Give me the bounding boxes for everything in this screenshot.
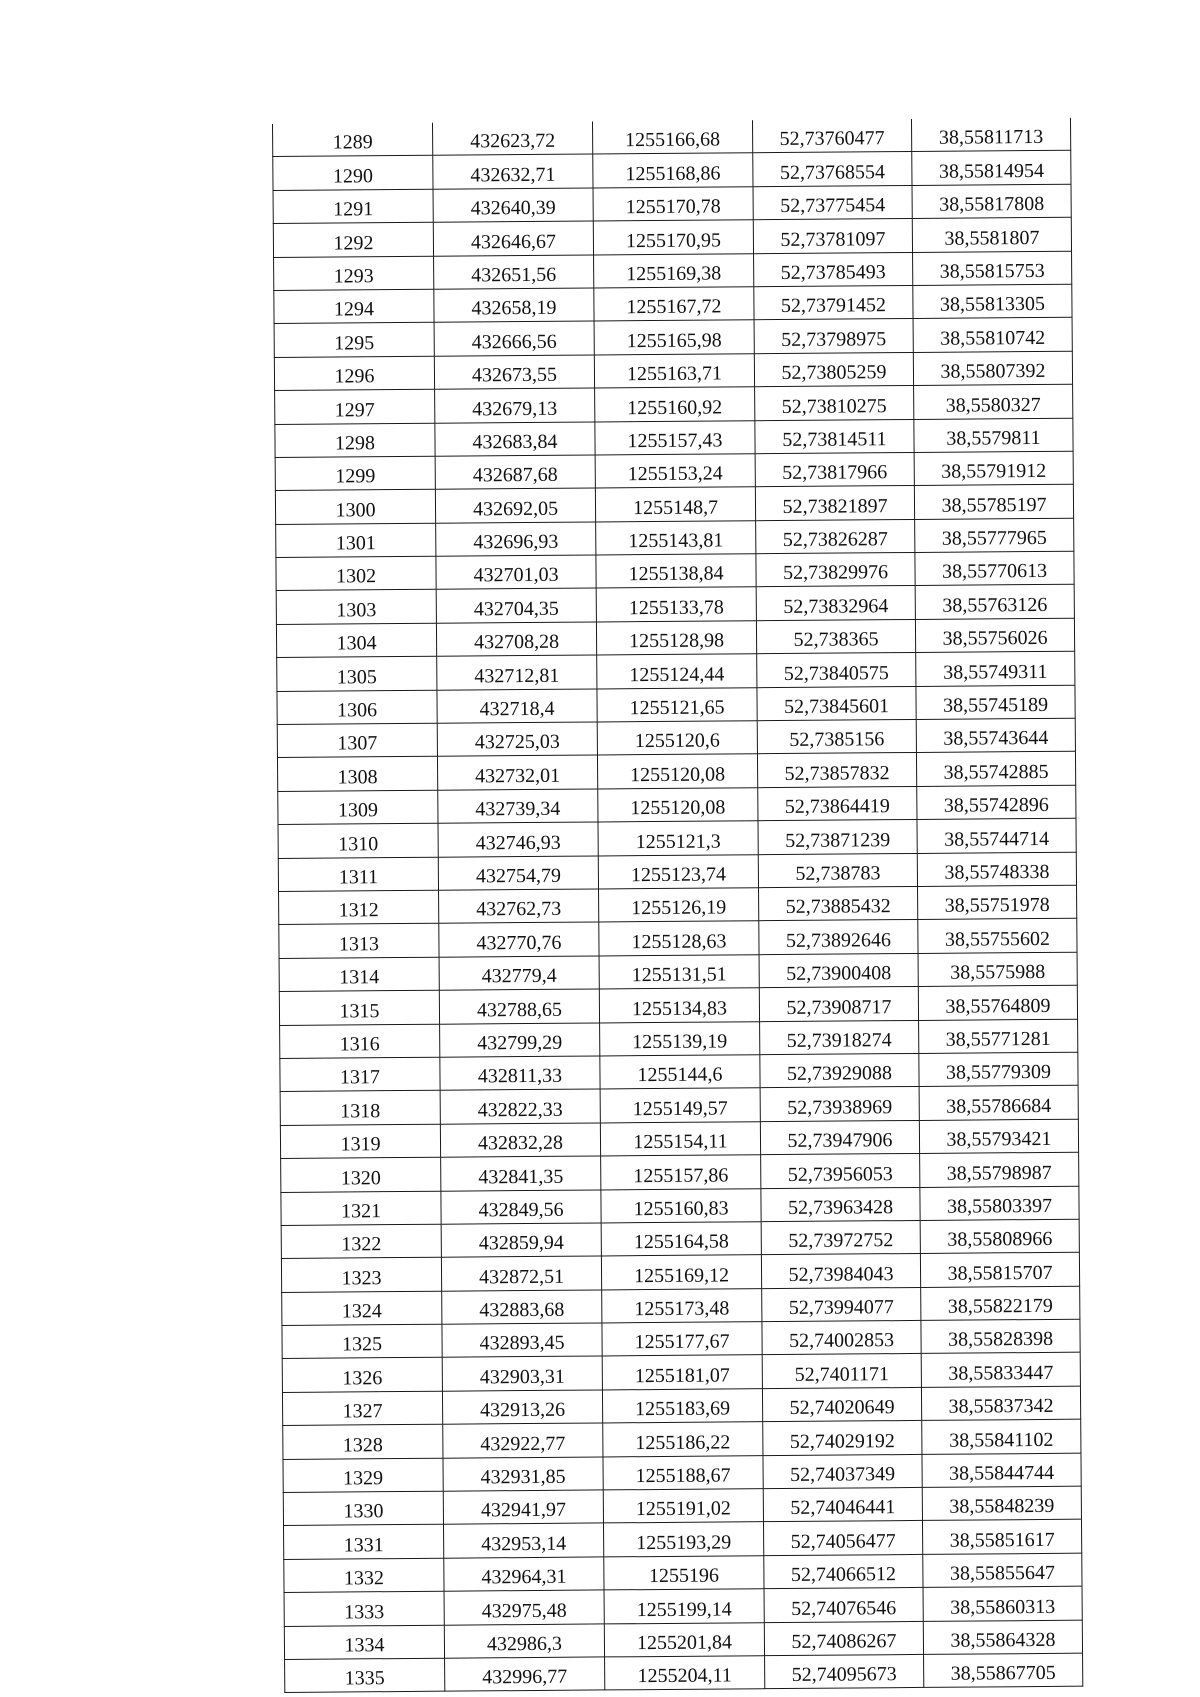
latitude-cell: 52,73798975	[754, 319, 913, 354]
y-coordinate-cell: 1255169,38	[594, 253, 754, 288]
coordinates-table	[272, 118, 1083, 1694]
latitude-cell: 52,73821897	[755, 486, 914, 521]
longitude-cell: 38,55851617	[922, 1520, 1081, 1555]
latitude-cell: 52,73781097	[753, 219, 912, 254]
point-number-cell: 1313	[279, 924, 439, 959]
latitude-cell: 52,74076546	[764, 1588, 923, 1623]
latitude-cell: 52,74029192	[763, 1421, 922, 1456]
latitude-cell: 52,73963428	[761, 1187, 920, 1222]
x-coordinate-cell: 432651,56	[434, 255, 594, 290]
y-coordinate-cell: 1255196	[604, 1555, 764, 1590]
point-number-cell: 1290	[273, 156, 433, 191]
longitude-cell: 38,55828398	[921, 1319, 1080, 1354]
point-number-cell: 1296	[274, 356, 434, 391]
point-number-cell: 1328	[283, 1424, 443, 1459]
point-number-cell: 1307	[277, 723, 437, 758]
x-coordinate-cell: 432788,65	[439, 989, 599, 1024]
y-coordinate-cell: 1255131,51	[599, 954, 759, 989]
longitude-cell: 38,55864328	[923, 1620, 1082, 1655]
latitude-cell: 52,73871239	[758, 820, 917, 855]
point-number-cell: 1304	[276, 623, 436, 658]
x-coordinate-cell: 432931,85	[443, 1457, 603, 1492]
x-coordinate-cell: 432739,34	[438, 789, 598, 824]
longitude-cell: 38,55771281	[919, 1019, 1078, 1054]
y-coordinate-cell: 1255170,95	[593, 220, 753, 255]
x-coordinate-cell: 432725,03	[437, 722, 597, 757]
y-coordinate-cell: 1255123,74	[598, 854, 758, 889]
x-coordinate-cell: 432683,84	[435, 421, 595, 456]
longitude-cell: 38,55833447	[921, 1353, 1080, 1388]
x-coordinate-cell: 432883,68	[442, 1290, 602, 1325]
longitude-cell: 38,55848239	[922, 1486, 1081, 1521]
latitude-cell: 52,73900408	[759, 953, 918, 988]
x-coordinate-cell: 432986,3	[444, 1624, 604, 1659]
latitude-cell: 52,738783	[758, 853, 917, 888]
latitude-cell: 52,73805259	[754, 352, 913, 387]
latitude-cell: 52,73826287	[756, 519, 915, 554]
y-coordinate-cell: 1255167,72	[594, 287, 754, 322]
longitude-cell: 38,55751978	[918, 885, 1077, 920]
point-number-cell: 1309	[278, 790, 438, 825]
latitude-cell: 52,74086267	[764, 1621, 923, 1656]
y-coordinate-cell: 1255188,67	[603, 1455, 763, 1490]
longitude-cell: 38,55749311	[916, 651, 1075, 686]
y-coordinate-cell: 1255160,83	[601, 1188, 761, 1223]
latitude-cell: 52,73972752	[761, 1220, 920, 1255]
point-number-cell: 1289	[272, 123, 432, 157]
x-coordinate-cell: 432673,55	[434, 355, 594, 390]
latitude-cell: 52,73845601	[757, 686, 916, 721]
x-coordinate-cell: 432811,33	[440, 1056, 600, 1091]
x-coordinate-cell: 432708,28	[436, 622, 596, 657]
latitude-cell: 52,73840575	[757, 653, 916, 688]
longitude-cell: 38,55837342	[921, 1386, 1080, 1421]
y-coordinate-cell: 1255193,29	[604, 1522, 764, 1557]
x-coordinate-cell: 432799,29	[440, 1023, 600, 1058]
longitude-cell: 38,55779309	[919, 1052, 1078, 1087]
latitude-cell: 52,74056477	[763, 1521, 922, 1556]
longitude-cell: 38,55811713	[911, 118, 1070, 152]
y-coordinate-cell: 1255201,84	[604, 1622, 764, 1657]
latitude-cell: 52,73984043	[761, 1254, 920, 1289]
longitude-cell: 38,55756026	[915, 618, 1074, 653]
x-coordinate-cell: 432658,19	[434, 288, 594, 323]
point-number-cell: 1291	[273, 189, 433, 224]
point-number-cell: 1300	[275, 490, 435, 525]
x-coordinate-cell: 432832,28	[440, 1123, 600, 1158]
point-number-cell: 1295	[274, 323, 434, 358]
y-coordinate-cell: 1255166,68	[592, 120, 752, 154]
point-number-cell: 1311	[278, 857, 438, 892]
latitude-cell: 52,73929088	[760, 1053, 919, 1088]
point-number-cell: 1331	[284, 1525, 444, 1560]
point-number-cell: 1306	[277, 690, 437, 725]
longitude-cell: 38,55814954	[912, 151, 1071, 186]
point-number-cell: 1319	[280, 1124, 440, 1159]
point-number-cell: 1312	[279, 890, 439, 925]
x-coordinate-cell: 432666,56	[434, 321, 594, 356]
x-coordinate-cell: 432718,4	[437, 689, 597, 724]
point-number-cell: 1334	[284, 1625, 444, 1660]
longitude-cell: 38,55815753	[913, 251, 1072, 286]
y-coordinate-cell: 1255149,57	[600, 1088, 760, 1123]
x-coordinate-cell: 432632,71	[433, 154, 593, 189]
point-number-cell: 1332	[284, 1558, 444, 1593]
x-coordinate-cell: 432849,56	[441, 1189, 601, 1224]
point-number-cell: 1330	[283, 1491, 443, 1526]
latitude-cell: 52,73857832	[757, 753, 916, 788]
latitude-cell: 52,738365	[756, 619, 915, 654]
x-coordinate-cell: 432679,13	[435, 388, 595, 423]
y-coordinate-cell: 1255168,86	[593, 153, 753, 188]
x-coordinate-cell: 432754,79	[438, 856, 598, 891]
longitude-cell: 38,55791912	[914, 451, 1073, 486]
y-coordinate-cell: 1255153,24	[595, 454, 755, 489]
latitude-cell: 52,73810275	[755, 386, 914, 421]
point-number-cell: 1292	[273, 222, 433, 257]
longitude-cell: 38,55798987	[920, 1152, 1079, 1187]
y-coordinate-cell: 1255144,6	[600, 1055, 760, 1090]
point-number-cell: 1325	[282, 1324, 442, 1359]
x-coordinate-cell: 432922,77	[443, 1423, 603, 1458]
longitude-cell: 38,55786684	[919, 1086, 1078, 1121]
x-coordinate-cell: 432893,45	[442, 1323, 602, 1358]
longitude-cell: 38,5579811	[914, 418, 1073, 453]
latitude-cell: 52,73832964	[756, 586, 915, 621]
latitude-cell: 52,74095673	[765, 1654, 924, 1689]
x-coordinate-cell: 432964,31	[444, 1557, 604, 1592]
longitude-cell: 38,55745189	[916, 685, 1075, 720]
point-number-cell: 1318	[280, 1091, 440, 1126]
latitude-cell: 52,73908717	[759, 987, 918, 1022]
y-coordinate-cell: 1255157,43	[595, 420, 755, 455]
longitude-cell: 38,55763126	[915, 585, 1074, 620]
point-number-cell: 1321	[281, 1191, 441, 1226]
point-number-cell: 1298	[275, 423, 435, 458]
latitude-cell: 52,73938969	[760, 1087, 919, 1122]
longitude-cell: 38,55744714	[917, 818, 1076, 853]
point-number-cell: 1317	[280, 1057, 440, 1092]
longitude-cell: 38,55793421	[919, 1119, 1078, 1154]
point-number-cell: 1322	[281, 1224, 441, 1259]
y-coordinate-cell: 1255128,63	[599, 921, 759, 956]
x-coordinate-cell: 432640,39	[433, 188, 593, 223]
longitude-cell: 38,55764809	[918, 985, 1077, 1020]
point-number-cell: 1293	[274, 256, 434, 291]
x-coordinate-cell: 432732,01	[437, 755, 597, 790]
y-coordinate-cell: 1255170,78	[593, 187, 753, 222]
point-number-cell: 1299	[275, 456, 435, 491]
latitude-cell: 52,73947906	[760, 1120, 919, 1155]
x-coordinate-cell: 432646,67	[433, 221, 593, 256]
latitude-cell: 52,74046441	[763, 1487, 922, 1522]
latitude-cell: 52,73760477	[752, 119, 911, 153]
point-number-cell: 1310	[278, 823, 438, 858]
longitude-cell: 38,5580327	[914, 384, 1073, 419]
longitude-cell: 38,55807392	[913, 351, 1072, 386]
point-number-cell: 1335	[285, 1658, 445, 1693]
x-coordinate-cell: 432692,05	[435, 488, 595, 523]
x-coordinate-cell: 432701,03	[436, 555, 596, 590]
x-coordinate-cell: 432841,35	[441, 1156, 601, 1191]
y-coordinate-cell: 1255121,3	[598, 821, 758, 856]
longitude-cell: 38,55810742	[913, 318, 1072, 353]
latitude-cell: 52,73785493	[754, 252, 913, 287]
y-coordinate-cell: 1255133,78	[596, 587, 756, 622]
y-coordinate-cell: 1255191,02	[603, 1489, 763, 1524]
point-number-cell: 1316	[280, 1024, 440, 1059]
x-coordinate-cell: 432859,94	[441, 1223, 601, 1258]
latitude-cell: 52,74002853	[762, 1321, 921, 1356]
y-coordinate-cell: 1255121,65	[597, 687, 757, 722]
y-coordinate-cell: 1255138,84	[596, 554, 756, 589]
point-number-cell: 1314	[279, 957, 439, 992]
x-coordinate-cell: 432696,93	[436, 522, 596, 557]
latitude-cell: 52,73829976	[756, 553, 915, 588]
longitude-cell: 38,55742885	[916, 752, 1075, 787]
y-coordinate-cell: 1255120,08	[597, 754, 757, 789]
longitude-cell: 38,55817808	[912, 184, 1071, 219]
y-coordinate-cell: 1255124,44	[597, 654, 757, 689]
latitude-cell: 52,7401171	[762, 1354, 921, 1389]
x-coordinate-cell: 432762,73	[439, 889, 599, 924]
longitude-cell: 38,55777965	[915, 518, 1074, 553]
point-number-cell: 1305	[277, 656, 437, 691]
longitude-cell: 38,55803397	[920, 1186, 1079, 1221]
longitude-cell: 38,55860313	[923, 1586, 1082, 1621]
latitude-cell: 52,73892646	[759, 920, 918, 955]
y-coordinate-cell: 1255120,6	[597, 721, 757, 756]
longitude-cell: 38,55855647	[923, 1553, 1082, 1588]
x-coordinate-cell: 432903,31	[442, 1356, 602, 1391]
x-coordinate-cell: 432975,48	[444, 1590, 604, 1625]
latitude-cell: 52,73994077	[762, 1287, 921, 1322]
y-coordinate-cell: 1255126,19	[599, 888, 759, 923]
point-number-cell: 1302	[276, 556, 436, 591]
y-coordinate-cell: 1255157,86	[601, 1155, 761, 1190]
y-coordinate-cell: 1255128,98	[596, 621, 756, 656]
longitude-cell: 38,55813305	[913, 284, 1072, 319]
latitude-cell: 52,73814511	[755, 419, 914, 454]
x-coordinate-cell: 432822,33	[440, 1089, 600, 1124]
point-number-cell: 1327	[282, 1391, 442, 1426]
longitude-cell: 38,55841102	[922, 1419, 1081, 1454]
y-coordinate-cell: 1255163,71	[594, 353, 754, 388]
x-coordinate-cell: 432913,26	[442, 1390, 602, 1425]
x-coordinate-cell: 432941,97	[443, 1490, 603, 1525]
y-coordinate-cell: 1255120,08	[598, 788, 758, 823]
x-coordinate-cell: 432623,72	[432, 121, 592, 155]
latitude-cell: 52,7385156	[757, 719, 916, 754]
y-coordinate-cell: 1255181,07	[602, 1355, 762, 1390]
latitude-cell: 52,74037349	[763, 1454, 922, 1489]
point-number-cell: 1294	[274, 289, 434, 324]
longitude-cell: 38,55867705	[924, 1653, 1083, 1688]
latitude-cell: 52,74020649	[762, 1387, 921, 1422]
x-coordinate-cell: 432687,68	[435, 455, 595, 490]
longitude-cell: 38,55742896	[917, 785, 1076, 820]
x-coordinate-cell: 432712,81	[437, 655, 597, 690]
point-number-cell: 1301	[276, 523, 436, 558]
longitude-cell: 38,55815707	[920, 1252, 1079, 1287]
y-coordinate-cell: 1255165,98	[594, 320, 754, 355]
y-coordinate-cell: 1255134,83	[599, 988, 759, 1023]
y-coordinate-cell: 1255148,7	[595, 487, 755, 522]
longitude-cell: 38,55755602	[918, 919, 1077, 954]
point-number-cell: 1297	[275, 389, 435, 424]
latitude-cell: 52,74066512	[764, 1554, 923, 1589]
longitude-cell: 38,55822179	[921, 1286, 1080, 1321]
latitude-cell: 52,73885432	[759, 886, 918, 921]
y-coordinate-cell: 1255154,11	[600, 1121, 760, 1156]
x-coordinate-cell: 432953,14	[444, 1523, 604, 1558]
longitude-cell: 38,55743644	[916, 718, 1075, 753]
y-coordinate-cell: 1255199,14	[604, 1589, 764, 1624]
y-coordinate-cell: 1255186,22	[603, 1422, 763, 1457]
y-coordinate-cell: 1255160,92	[595, 387, 755, 422]
latitude-cell: 52,73918274	[760, 1020, 919, 1055]
longitude-cell: 38,55785197	[914, 485, 1073, 520]
x-coordinate-cell: 432770,76	[439, 922, 599, 957]
longitude-cell: 38,55770613	[915, 551, 1074, 586]
longitude-cell: 38,55808966	[920, 1219, 1079, 1254]
y-coordinate-cell: 1255173,48	[602, 1288, 762, 1323]
y-coordinate-cell: 1255164,58	[601, 1222, 761, 1257]
y-coordinate-cell: 1255204,11	[605, 1656, 765, 1691]
point-number-cell: 1329	[283, 1458, 443, 1493]
latitude-cell: 52,73775454	[753, 185, 912, 220]
y-coordinate-cell: 1255139,19	[600, 1021, 760, 1056]
latitude-cell: 52,73817966	[755, 452, 914, 487]
longitude-cell: 38,55748338	[917, 852, 1076, 887]
x-coordinate-cell: 432779,4	[439, 956, 599, 991]
table-row	[285, 1653, 1083, 1693]
point-number-cell: 1323	[281, 1257, 441, 1292]
point-number-cell: 1333	[284, 1591, 444, 1626]
point-number-cell: 1308	[277, 757, 437, 792]
latitude-cell: 52,73791452	[754, 285, 913, 320]
longitude-cell: 38,5581807	[912, 217, 1071, 252]
point-number-cell: 1320	[281, 1157, 441, 1192]
latitude-cell: 52,73768554	[753, 152, 912, 187]
point-number-cell: 1324	[282, 1291, 442, 1326]
y-coordinate-cell: 1255169,12	[601, 1255, 761, 1290]
coordinates-table-body	[272, 118, 1082, 1693]
point-number-cell: 1315	[279, 990, 439, 1025]
latitude-cell: 52,73956053	[761, 1154, 920, 1189]
y-coordinate-cell: 1255177,67	[602, 1322, 762, 1357]
y-coordinate-cell: 1255143,81	[596, 520, 756, 555]
point-number-cell: 1326	[282, 1358, 442, 1393]
point-number-cell: 1303	[276, 590, 436, 625]
x-coordinate-cell: 432872,51	[441, 1256, 601, 1291]
latitude-cell: 52,73864419	[758, 786, 917, 821]
x-coordinate-cell: 432996,77	[445, 1657, 605, 1692]
longitude-cell: 38,5575988	[918, 952, 1077, 987]
y-coordinate-cell: 1255183,69	[602, 1389, 762, 1424]
longitude-cell: 38,55844744	[922, 1453, 1081, 1488]
x-coordinate-cell: 432704,35	[436, 588, 596, 623]
x-coordinate-cell: 432746,93	[438, 822, 598, 857]
